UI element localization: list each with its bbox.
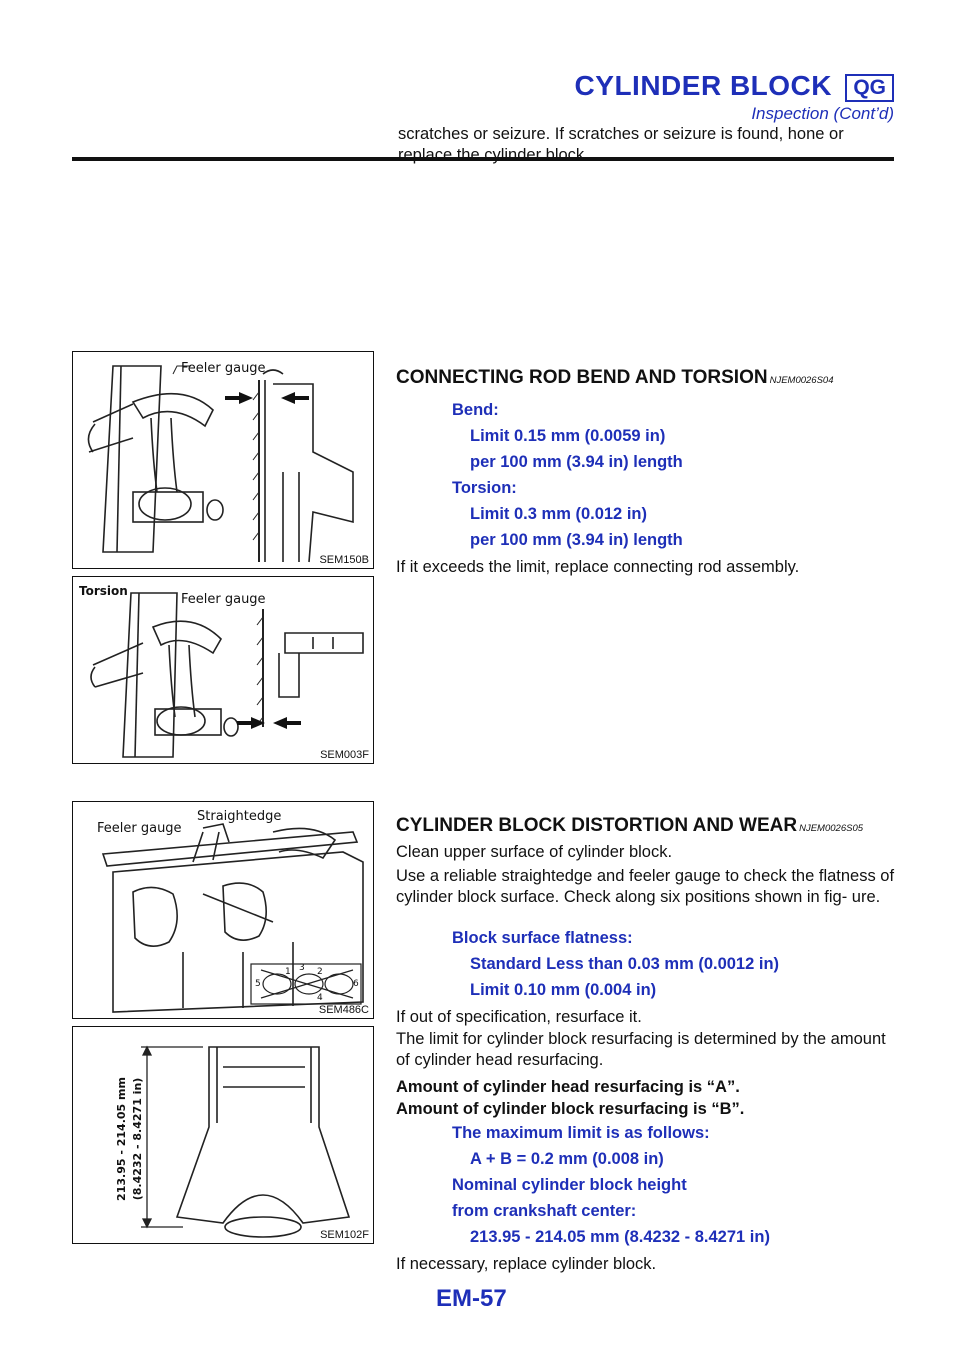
- bend-limit: Limit 0.15 mm (0.0059 in): [470, 427, 666, 445]
- torsion-label: Torsion:: [452, 479, 517, 497]
- figure-id-label: SEM486C: [318, 1004, 369, 1016]
- heading-code: NJEM0026S04: [769, 375, 834, 386]
- straightedge-instruction: Use a reliable straightedge and feeler gauge to check the flatness of cylinder block surface. Check along six positions shown in fig- ure.: [396, 867, 895, 906]
- page-header: [72, 40, 894, 123]
- heading-text: CYLINDER BLOCK DISTORTION AND WEAR: [396, 815, 798, 836]
- flatness-limit: Limit 0.10 mm (0.004 in): [470, 981, 657, 999]
- figure-id-label: SEM003F: [320, 749, 369, 761]
- amount-b-text: Amount of cylinder block resurfacing is “B”.: [396, 1100, 745, 1118]
- section-title: CYLINDER BLOCK: [574, 70, 832, 101]
- amount-a-text: Amount of cylinder head resurfacing is “A”.: [396, 1078, 740, 1096]
- nominal-height-label: Nominal cylinder block height: [452, 1176, 687, 1194]
- dimension-mm-label: 213.95 - 214.05 mm: [115, 1077, 128, 1201]
- torsion-limit: Limit 0.3 mm (0.012 in): [470, 505, 647, 523]
- flatness-standard: Standard Less than 0.03 mm (0.0012 in): [470, 955, 780, 973]
- feeler-gauge-label: Feeler gauge: [181, 361, 266, 376]
- bend-label: Bend:: [452, 401, 499, 419]
- position-label: 2: [317, 967, 323, 977]
- position-label: 5: [255, 979, 261, 989]
- heading-code: NJEM0026S05: [799, 823, 864, 834]
- replace-block-text: If necessary, replace cylinder block.: [396, 1255, 657, 1273]
- rod-replace-note: If it exceeds the limit, replace connecting rod assembly.: [396, 558, 800, 576]
- clean-surface-text: Clean upper surface of cylinder block.: [396, 843, 673, 861]
- straightedge-label: Straightedge: [197, 809, 282, 824]
- figure-sem150b: [72, 351, 374, 569]
- figure-sem003f: [72, 576, 374, 764]
- nominal-height-value: 213.95 - 214.05 mm (8.4232 - 8.4271 in): [470, 1228, 770, 1246]
- position-label: 4: [317, 993, 323, 1003]
- torsion-per-length: per 100 mm (3.94 in) length: [470, 531, 683, 549]
- heading-text: CONNECTING ROD BEND AND TORSION: [396, 367, 768, 388]
- page-number: EM-57: [436, 1285, 507, 1312]
- dimension-in-label: (8.4232 - 8.4271 in): [131, 1077, 144, 1201]
- position-label: 1: [285, 967, 291, 977]
- position-label: 3: [299, 963, 305, 973]
- max-limit-label: The maximum limit is as follows:: [452, 1124, 710, 1142]
- figure-sem102f: [72, 1026, 374, 1244]
- figure-id-label: SEM102F: [320, 1229, 369, 1241]
- section-subtitle: Inspection (Cont’d): [751, 104, 894, 123]
- block-distortion-illustration: [73, 802, 373, 1018]
- model-badge: QG: [845, 74, 894, 102]
- block-distortion-heading: [396, 815, 863, 837]
- rod-bend-illustration: [73, 352, 373, 568]
- figure-id-label: SEM150B: [319, 554, 369, 566]
- max-limit-value: A + B = 0.2 mm (0.008 in): [470, 1150, 664, 1168]
- figure-sem486c: [72, 801, 374, 1019]
- intro-paragraph: scratches or seizure. If scratches or seizure is found, hone or replace the cylinder block.: [398, 125, 844, 164]
- block-height-illustration: [73, 1027, 373, 1243]
- resurface-text: If out of specification, resurface it.: [396, 1008, 642, 1026]
- resurface-limit-text: The limit for cylinder block resurfacing is determined by the amount of cylinder head resurfacing.: [396, 1030, 886, 1069]
- feeler-gauge-label: Feeler gauge: [181, 592, 266, 607]
- flatness-label: Block surface flatness:: [452, 929, 633, 947]
- rod-torsion-illustration: [73, 577, 373, 763]
- nominal-height-label-2: from crankshaft center:: [452, 1202, 637, 1220]
- bend-per-length: per 100 mm (3.94 in) length: [470, 453, 683, 471]
- torsion-label: Torsion: [79, 584, 128, 598]
- position-label: 6: [353, 979, 359, 989]
- feeler-gauge-label: Feeler gauge: [97, 821, 182, 836]
- connecting-rod-heading: [396, 367, 833, 389]
